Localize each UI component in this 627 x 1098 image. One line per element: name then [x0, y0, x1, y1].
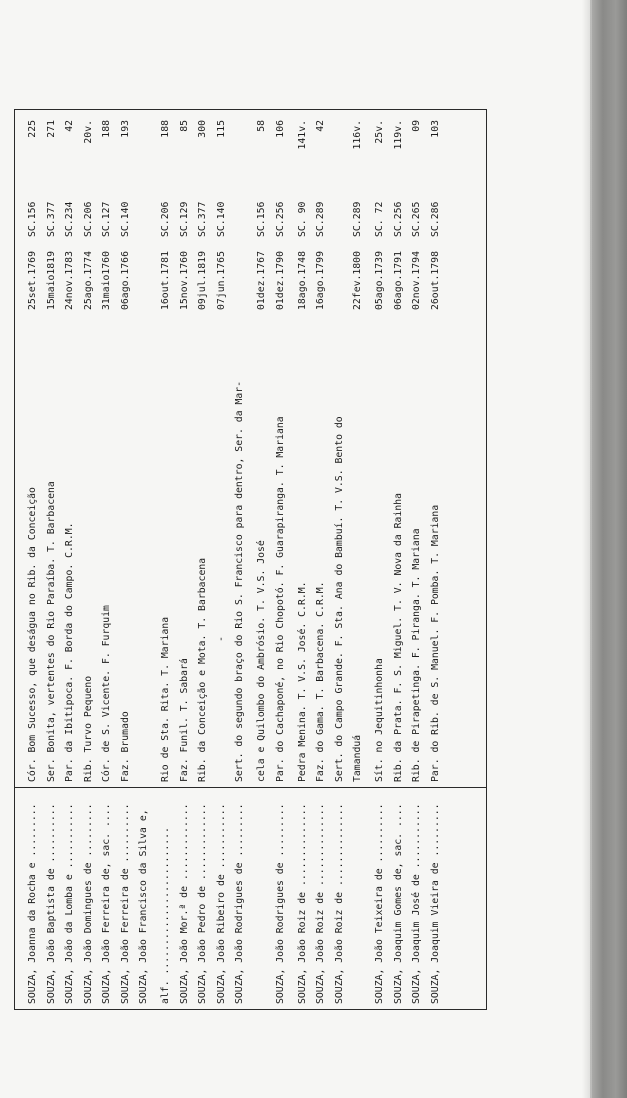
location: Pedra Menina. T. V.S. José. C.R.M. — [296, 581, 308, 782]
location: Rib. da Prata. F. S. Miguel. T. V. Nova da Rainha — [392, 492, 404, 782]
grantee-name: SOUZA, Joanna da Rocha e ......... — [27, 803, 38, 1004]
location: Par. do Rib. de S. Manuel. F. Pomba. T. Mariana — [429, 504, 441, 782]
table-row — [331, 50, 350, 1010]
table-row — [213, 50, 232, 1010]
codex-ref: SC.256 — [392, 201, 404, 237]
table-row — [371, 50, 390, 1010]
table-row — [61, 50, 80, 1010]
table-row — [294, 50, 313, 1010]
folio: 09 — [411, 120, 422, 132]
location: Cór. Bom Sucesso, que deságua no Rib. da Conceição — [27, 487, 38, 782]
codex-ref: SC.206 — [160, 201, 171, 237]
folio: 85 — [178, 120, 190, 132]
table-row — [272, 50, 294, 1010]
codex-ref: SC.140 — [119, 201, 131, 237]
grant-date: 01dez.1767 — [256, 251, 267, 310]
location: Faz. do Gama. T. Barbacena. C.R.M. — [315, 581, 326, 782]
grant-date: 16ago.1799 — [315, 251, 326, 310]
table-top-border — [14, 109, 15, 1010]
grant-date: 16out.1781 — [160, 251, 171, 310]
scan-binding-edge — [590, 0, 627, 1098]
folio: 25v. — [374, 120, 385, 144]
folio: 188 — [101, 120, 112, 138]
codex-ref: SC.377 — [197, 201, 208, 237]
grant-date: 24nov.1783 — [64, 251, 75, 310]
grantee-name: alf. ......................... — [160, 827, 171, 1004]
page-shadow — [582, 0, 592, 1098]
table-row — [349, 50, 371, 1010]
codex-ref: SC.377 — [45, 201, 57, 237]
grant-date: 31maio1760 — [101, 251, 112, 310]
table-row — [43, 50, 62, 1010]
grantee-name: SOUZA, João da Lomba e ........... — [64, 803, 75, 1004]
grantee-name: SOUZA, João Roiz de .............. — [333, 803, 345, 1004]
folio: 58 — [256, 120, 267, 132]
grantee-name: SOUZA, João Ferreira de .......... — [119, 803, 131, 1004]
grant-date: 05ago.1739 — [374, 251, 385, 310]
location: - — [215, 636, 227, 642]
grantee-name: SOUZA, João Mor.ª de ............. — [178, 803, 190, 1004]
location: Par. da Ibitipoca. F. Borda do Campo. C.R.M. — [64, 522, 75, 782]
table-row — [176, 50, 195, 1010]
grantee-name: SOUZA, Joaquim José de ........... — [411, 803, 422, 1004]
grantee-name: SOUZA, João Baptista de .......... — [45, 803, 57, 1004]
grant-date: 26out.1798 — [429, 251, 441, 310]
codex-ref: SC.129 — [178, 201, 190, 237]
table-row — [157, 50, 176, 1010]
table-row — [135, 50, 157, 1010]
table-row — [117, 50, 136, 1010]
table-row — [312, 50, 331, 1010]
location: Rib. Turvo Pequeno — [82, 675, 94, 782]
location: Faz. Funil. T. Sabará — [178, 658, 190, 782]
folio: 225 — [27, 120, 38, 138]
grant-date: 18ago.1748 — [296, 251, 308, 310]
table-row — [408, 50, 427, 1010]
location: Ser. Bonita, vertentes do Rio Paraíba. T. Barbacena — [45, 481, 57, 782]
folio: 42 — [315, 120, 326, 132]
folio: 300 — [197, 120, 208, 138]
location: Sít. no Jequitinhonha — [374, 658, 385, 782]
grant-date: 06ago.1791 — [392, 251, 404, 310]
codex-ref: SC.234 — [64, 201, 75, 237]
grantee-name: SOUZA, Joaquim Gomes de, sac. .... — [392, 803, 404, 1004]
grantee-name: SOUZA, João Pedro de ............. — [197, 803, 208, 1004]
folio: 42 — [64, 120, 75, 132]
grant-date: 09jul.1819 — [197, 251, 208, 310]
codex-ref: SC.286 — [429, 201, 441, 237]
folio: 141v. — [296, 120, 308, 150]
table-row — [24, 50, 43, 1010]
folio: 116v. — [352, 120, 363, 150]
grantee-name: SOUZA, João Roiz de .............. — [296, 803, 308, 1004]
location: Sert. do Campo Grande. F. Sta. Ana do Bambuí. T. V.S. Bento do — [333, 416, 345, 782]
codex-ref: SC.289 — [352, 201, 363, 237]
codex-ref: SC. 72 — [374, 201, 385, 237]
grantee-name: SOUZA, João Roiz de .............. — [315, 803, 326, 1004]
location: Rib. de Pirapetinga. F. Piranga. T. Mariana — [411, 528, 422, 782]
folio: 106 — [274, 120, 286, 138]
folio: 115 — [215, 120, 227, 138]
grant-date: 22fev.1800 — [352, 251, 363, 310]
grant-date: 25set.1769 — [27, 251, 38, 310]
grantee-name: SOUZA, João Ribeiro de ........... — [215, 803, 227, 1004]
folio: 119v. — [392, 120, 404, 150]
table-row — [80, 50, 99, 1010]
grant-date: 25ago.1774 — [82, 251, 94, 310]
table-bottom-border — [486, 109, 487, 1010]
grantee-name: SOUZA, João Rodrigues de ......... — [274, 803, 286, 1004]
grant-date: 07jun.1765 — [215, 251, 227, 310]
codex-ref: SC.289 — [315, 201, 326, 237]
codex-ref: SC.156 — [256, 201, 267, 237]
codex-ref: SC. 90 — [296, 201, 308, 237]
grantee-name: SOUZA, João Teixeira de .......... — [374, 803, 385, 1004]
location: Rio de Sta. Rita. T. Mariana — [160, 616, 171, 782]
grant-date: 01dez.1790 — [274, 251, 286, 310]
folio: 103 — [429, 120, 441, 138]
codex-ref: SC.127 — [101, 201, 112, 237]
folio: 193 — [119, 120, 131, 138]
grant-date: 15maio1819 — [45, 251, 57, 310]
location: Sert. do segundo braço do Rio S. Francisco para dentro, Ser. da Mar- — [234, 380, 245, 782]
grantee-name: SOUZA, João Rodrigues de ......... — [234, 803, 245, 1004]
location: Par. do Cachaponé, no Rio Chopotó. F. Guarapiranga. T. Mariana — [274, 416, 286, 782]
location: Faz. Brumado — [119, 711, 131, 782]
grant-date: 02nov.1794 — [411, 251, 422, 310]
rotated-register-page — [14, 50, 504, 1010]
codex-ref: SC.256 — [274, 201, 286, 237]
table-row — [194, 50, 213, 1010]
folio: 271 — [45, 120, 57, 138]
grant-date: 06ago.1766 — [119, 251, 131, 310]
grantee-name: SOUZA, João Ferreira de, sac. .... — [101, 803, 112, 1004]
grant-date: 15nov.1760 — [178, 251, 190, 310]
location: Cór. de S. Vicente. F. Furquim — [101, 605, 112, 782]
grantee-name: SOUZA, João Domingues de ......... — [82, 803, 94, 1004]
location: Rib. da Conceição e Mota. T. Barbacena — [197, 557, 208, 782]
table-row — [253, 50, 272, 1010]
codex-ref: SC.140 — [215, 201, 227, 237]
grantee-name: SOUZA, João Francisco da Silva e, — [138, 809, 149, 1004]
codex-ref: SC.265 — [411, 201, 422, 237]
folio: 20v. — [82, 120, 94, 144]
location: cela e Quilombo do Ambrósio. T. V.S. José — [256, 540, 267, 782]
codex-ref: SC.156 — [27, 201, 38, 237]
table-row — [390, 50, 409, 1010]
folio: 188 — [160, 120, 171, 138]
table-row — [231, 50, 253, 1010]
table-row — [427, 50, 446, 1010]
grantee-name: SOUZA, Joaquim Vieira de ......... — [429, 803, 441, 1004]
register-rows — [24, 50, 445, 1010]
codex-ref: SC.206 — [82, 201, 94, 237]
location: Tamanduá — [352, 734, 363, 782]
table-row — [98, 50, 117, 1010]
